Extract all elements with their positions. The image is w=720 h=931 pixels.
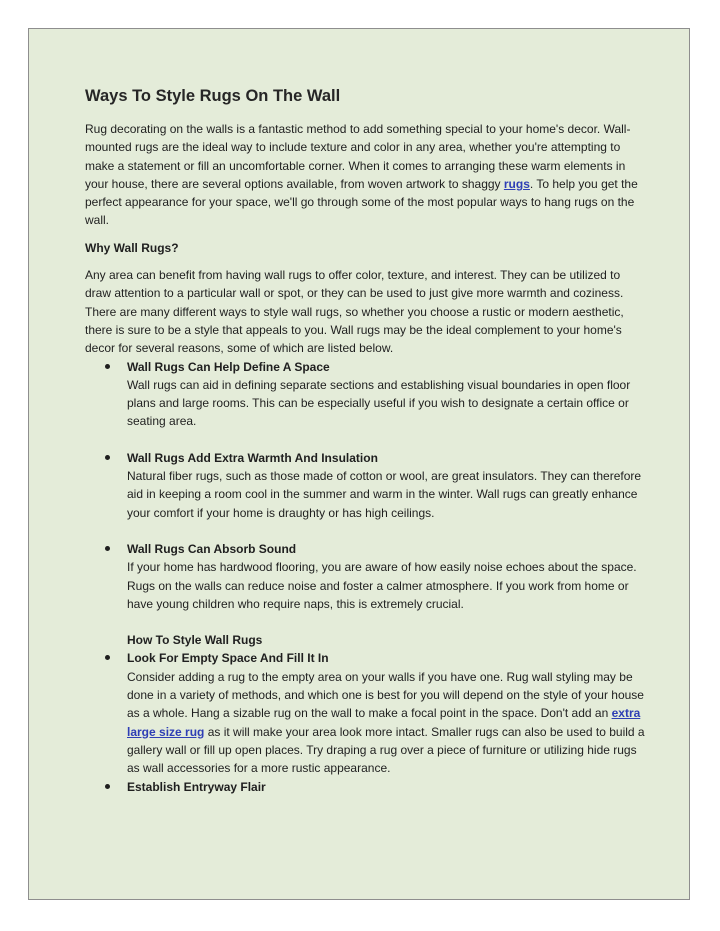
bullet-icon bbox=[105, 655, 110, 660]
reasons-list bbox=[85, 358, 645, 614]
article bbox=[85, 85, 645, 796]
style-title: Establish Entryway Flair bbox=[127, 779, 266, 794]
list-item bbox=[85, 649, 645, 777]
intro-text-end: . To help you get the perfect appearance for your space, we'll go through some of the most popular ways to hang rugs on the wall. bbox=[85, 176, 638, 228]
reason-text: Wall rugs can aid in defining separate sections and establishing visual boundaries in open floor plans and large rooms. This can be especially useful if you wish to designate a certain office or seating area. bbox=[127, 377, 631, 429]
intro-text-start: Rug decorating on the walls is a fantastic method to add something special to your home's decor. Wall-mounted rugs are the ideal way to include texture and color in any area, whether you're attempting to make a statement or fill an uncomfortable corner. When it comes to arranging these warm elements in your house, there are several options available, from woven artwork to shaggy bbox=[85, 122, 631, 191]
rugs-link[interactable]: rugs bbox=[503, 176, 530, 191]
bullet-icon bbox=[105, 455, 110, 460]
bullet-icon bbox=[105, 784, 110, 789]
list-item bbox=[85, 778, 645, 796]
style-text-start: Consider adding a rug to the empty area on your walls if you have one. Rug wall styling may be done in a variety of methods, and which one is best for you will depend on the style of your house as a whole. Hang a sizable rug on the wall to make a focal point in the space. Don't add an bbox=[127, 669, 644, 721]
styles-list bbox=[85, 649, 645, 795]
why-paragraph: Any area can benefit from having wall rugs to offer color, texture, and interest. They can be utilized to draw attention to a particular wall or spot, or they can be used to just give more warmth and coziness. There are many different ways to style wall rugs, so whether you choose a rustic or modern aesthetic, there is sure to be a style that appeals to you. Wall rugs may be the ideal complement to your home's decor for several reasons, some of which are listed below. bbox=[85, 268, 624, 356]
extra-large-rug-link[interactable]: extra large size rug bbox=[127, 706, 641, 739]
reason-title: Wall Rugs Can Help Define A Space bbox=[127, 359, 330, 374]
why-heading: Why Wall Rugs? bbox=[85, 240, 179, 255]
style-text bbox=[127, 668, 645, 778]
style-title: Look For Empty Space And Fill It In bbox=[127, 651, 329, 666]
style-text-end: as it will make your area look more intact. Smaller rugs can also be used to build a gallery wall or fill up open places. Try draping a rug over a piece of furniture or utilizing hide rugs as wall accessories for a more rustic appearance. bbox=[127, 724, 645, 776]
bullet-icon bbox=[105, 546, 110, 551]
intro-paragraph bbox=[85, 120, 645, 230]
list-item bbox=[85, 449, 645, 522]
list-item bbox=[85, 540, 645, 613]
bullet-icon bbox=[105, 364, 110, 369]
page-title: Ways To Style Rugs On The Wall bbox=[85, 87, 341, 105]
reason-title: Wall Rugs Can Absorb Sound bbox=[127, 541, 297, 556]
reason-text: Natural fiber rugs, such as those made of cotton or wool, are great insulators. They can therefore aid in keeping a room cool in the summer and warm in the winter. Wall rugs can greatly enhance your comfort if your home is draughty or has high ceilings. bbox=[127, 469, 642, 520]
howto-heading: How To Style Wall Rugs bbox=[127, 633, 263, 648]
reason-title: Wall Rugs Add Extra Warmth And Insulation bbox=[127, 450, 378, 465]
list-item bbox=[85, 358, 645, 431]
reason-text: If your home has hardwood flooring, you are aware of how easily noise echoes about the space. Rugs on the walls can reduce noise and foster a calmer atmosphere. If you work from home or have young children who require naps, this is extremely crucial. bbox=[127, 560, 637, 611]
document-page bbox=[28, 28, 690, 900]
